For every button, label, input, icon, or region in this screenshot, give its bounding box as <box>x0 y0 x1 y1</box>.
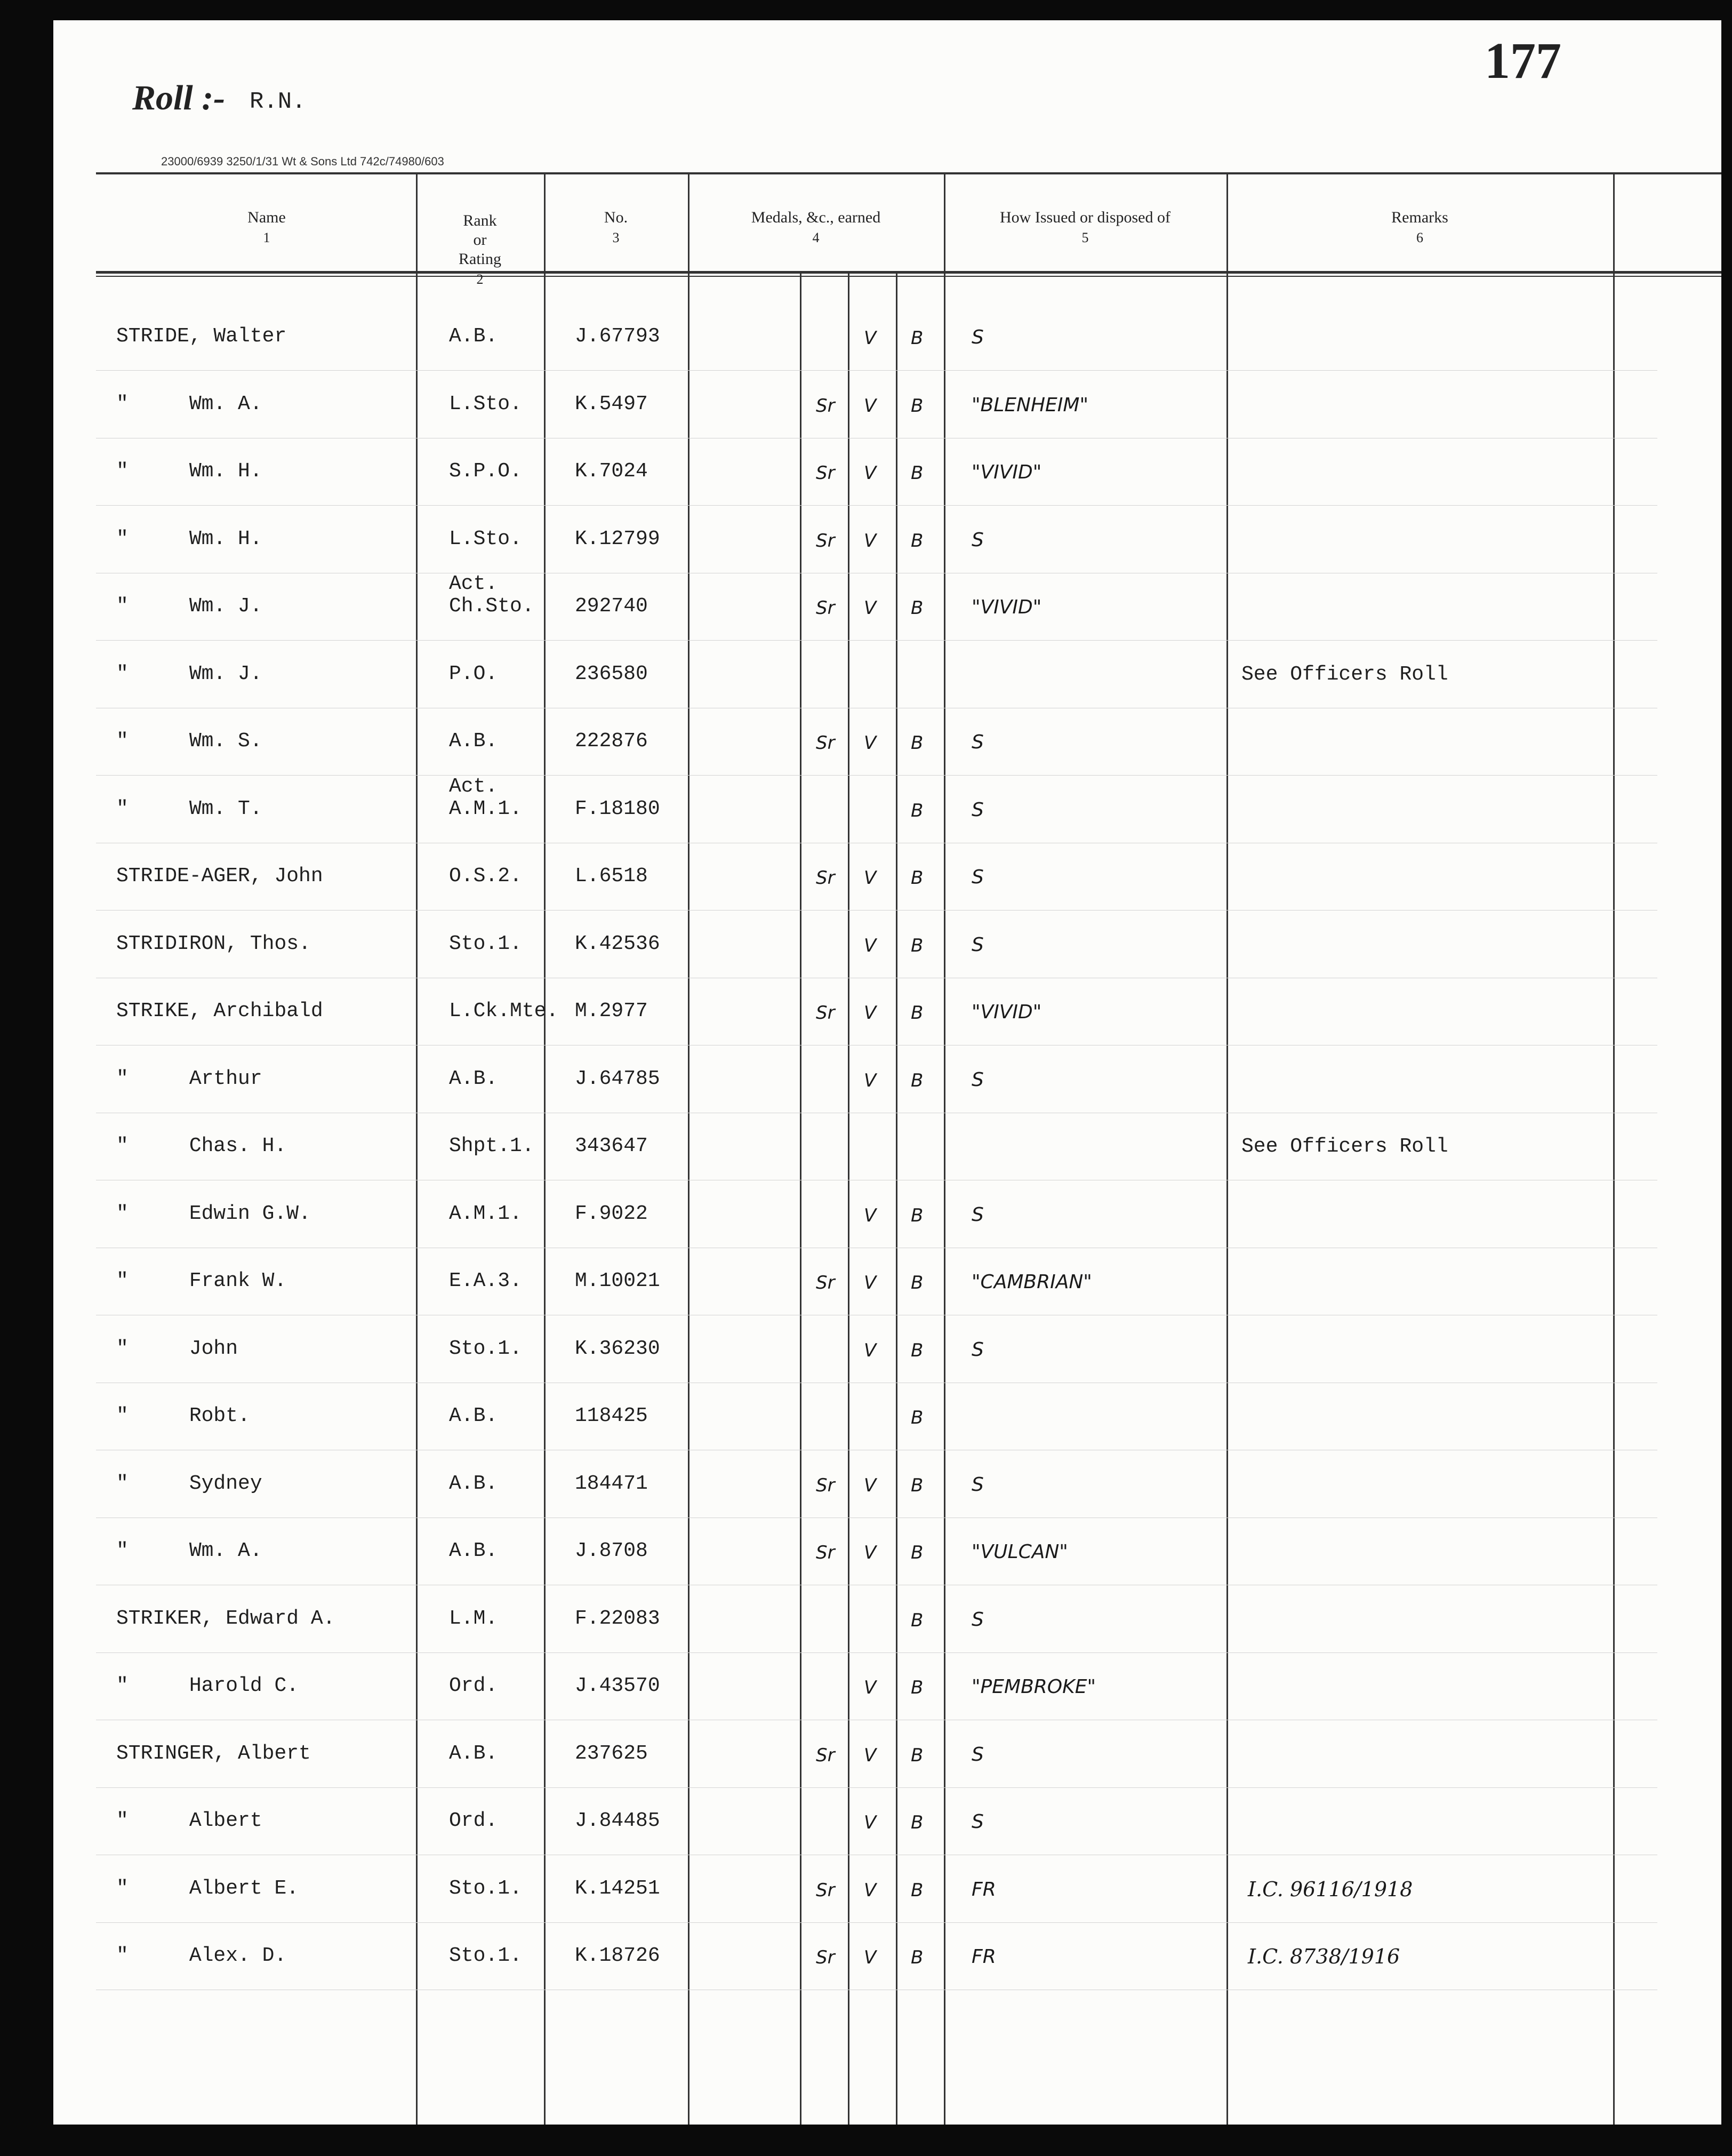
entry-name: STRIDE-AGER, John <box>116 865 323 888</box>
entry-issued-disposed: S <box>972 1811 984 1833</box>
medal-star-mark: Sr <box>816 395 835 417</box>
entry-issued-disposed: S <box>972 934 984 956</box>
entry-service-number: F.18180 <box>575 797 660 820</box>
entry-issued-disposed: S <box>972 529 984 551</box>
entry-rank: Act. Ch.Sto. <box>449 572 534 618</box>
medal-british-war-mark: V <box>864 732 877 754</box>
entry-service-number: M.2977 <box>575 1000 648 1023</box>
column-title: Rank or Rating <box>459 212 501 268</box>
entry-rank: Ord. <box>449 1809 498 1832</box>
medal-star-mark: Sr <box>816 530 835 552</box>
medal-victory-mark: B <box>911 1272 924 1293</box>
medal-star-mark: Sr <box>816 867 835 889</box>
entry-service-number: J.43570 <box>575 1674 660 1697</box>
entry-service-number: K.42536 <box>575 932 660 955</box>
entry-service-number: K.7024 <box>575 460 648 483</box>
entry-rank: Act. A.M.1. <box>449 775 522 820</box>
medal-star-mark: Sr <box>816 597 835 619</box>
medal-victory-mark: B <box>911 1947 924 1968</box>
column-number: 5 <box>1081 230 1089 245</box>
entry-rank: E.A.3. <box>449 1269 522 1292</box>
column-divider-6 <box>1613 174 1615 2125</box>
medal-victory-mark: B <box>911 935 924 956</box>
column-header-issued <box>944 208 1226 247</box>
entry-rank: S.P.O. <box>449 460 522 483</box>
entry-name: " Wm. A. <box>116 393 262 416</box>
entry-service-number: J.8708 <box>575 1539 648 1562</box>
medal-subdivider-3 <box>896 274 897 2125</box>
entry-service-number: J.84485 <box>575 1809 660 1832</box>
entry-name: " Chas. H. <box>116 1135 287 1157</box>
entry-rank: L.Ck.Mte. <box>449 1000 559 1023</box>
entry-name: " Sydney <box>116 1472 262 1495</box>
entry-name: STRIDE, Walter <box>116 325 287 348</box>
medal-british-war-mark: V <box>864 462 877 484</box>
medal-victory-mark: B <box>911 1745 924 1766</box>
medal-british-war-mark: V <box>864 1745 877 1766</box>
column-number: 4 <box>812 230 820 245</box>
entry-issued-disposed: S <box>972 731 984 753</box>
entry-name: " Wm. T. <box>116 797 262 820</box>
row-rule <box>96 1787 1657 1788</box>
column-number: 1 <box>263 230 270 245</box>
entry-rank: P.O. <box>449 662 498 685</box>
entry-remarks: I.C. 96116/1918 <box>1248 1878 1413 1901</box>
entry-issued-disposed: S <box>972 1609 984 1631</box>
entry-issued-disposed: S <box>972 1069 984 1091</box>
entry-service-number: 236580 <box>575 662 648 685</box>
entry-issued-disposed: S <box>972 1339 984 1361</box>
column-divider-1 <box>416 174 418 2125</box>
column-header-rank <box>416 192 544 308</box>
entry-service-number: 292740 <box>575 595 648 618</box>
medal-british-war-mark: V <box>864 328 877 349</box>
column-title: Medals, &c., earned <box>751 209 881 226</box>
entry-rank: Sto.1. <box>449 1877 522 1900</box>
entry-name: " Wm. S. <box>116 730 262 753</box>
medal-british-war-mark: V <box>864 1340 877 1361</box>
medal-victory-mark: B <box>911 1340 924 1361</box>
entry-name: " Wm. J. <box>116 662 262 685</box>
medal-victory-mark: B <box>911 1610 924 1631</box>
entry-issued-disposed: S <box>972 326 984 348</box>
medal-victory-mark: B <box>911 1002 924 1024</box>
medal-british-war-mark: V <box>864 1542 877 1563</box>
entry-service-number: F.22083 <box>575 1607 660 1630</box>
entry-service-number: 237625 <box>575 1742 648 1765</box>
entry-service-number: M.10021 <box>575 1269 660 1292</box>
row-rule <box>96 1652 1657 1653</box>
entry-service-number: K.18726 <box>575 1944 660 1967</box>
entry-name: " Wm. J. <box>116 595 262 618</box>
entry-name: " Albert <box>116 1809 262 1832</box>
entry-remarks: See Officers Roll <box>1241 663 1448 686</box>
page-number: 177 <box>1485 32 1561 89</box>
medal-british-war-mark: V <box>864 1070 877 1091</box>
entry-name: " Harold C. <box>116 1674 299 1697</box>
medal-victory-mark: B <box>911 462 924 484</box>
medal-british-war-mark: V <box>864 935 877 956</box>
row-rule <box>96 910 1657 911</box>
entry-issued-disposed: FR <box>972 1879 996 1901</box>
medal-victory-mark: B <box>911 1880 924 1901</box>
entry-name: STRIKE, Archibald <box>116 1000 323 1023</box>
entry-issued-disposed: "CAMBRIAN" <box>972 1271 1092 1293</box>
top-rule <box>96 172 1721 174</box>
entry-service-number: 222876 <box>575 730 648 753</box>
medal-british-war-mark: V <box>864 1947 877 1968</box>
entry-name: " Arthur <box>116 1067 262 1090</box>
medal-victory-mark: B <box>911 1542 924 1563</box>
entry-service-number: F.9022 <box>575 1202 648 1225</box>
entry-rank: Shpt.1. <box>449 1135 534 1157</box>
entry-rank: A.B. <box>449 325 498 348</box>
entry-rank: A.B. <box>449 730 498 753</box>
medal-victory-mark: B <box>911 1677 924 1698</box>
medal-victory-mark: B <box>911 1407 924 1428</box>
entry-service-number: L.6518 <box>575 865 648 888</box>
entry-service-number: 184471 <box>575 1472 648 1495</box>
entry-issued-disposed: "VIVID" <box>972 596 1042 618</box>
column-divider-3 <box>688 174 689 2125</box>
medal-british-war-mark: V <box>864 530 877 552</box>
column-title: Name <box>247 209 286 226</box>
entry-name: STRIDIRON, Thos. <box>116 932 311 955</box>
entry-issued-disposed: S <box>972 1744 984 1766</box>
entry-name: " Wm. H. <box>116 460 262 483</box>
row-rule <box>96 370 1657 371</box>
header-rule <box>96 271 1721 274</box>
entry-service-number: K.14251 <box>575 1877 660 1900</box>
medal-british-war-mark: V <box>864 1812 877 1833</box>
row-rule <box>96 775 1657 776</box>
entry-service-number: K.5497 <box>575 393 648 416</box>
entry-name: " Albert E. <box>116 1877 299 1900</box>
column-title: Remarks <box>1391 209 1448 226</box>
column-divider-4 <box>944 174 945 2125</box>
entry-issued-disposed: "VIVID" <box>972 1001 1042 1023</box>
entry-name: " John <box>116 1337 238 1360</box>
medal-star-mark: Sr <box>816 1542 835 1563</box>
medal-british-war-mark: V <box>864 1880 877 1901</box>
column-title: No. <box>604 209 628 226</box>
column-divider-5 <box>1226 174 1228 2125</box>
printer-imprint: 23000/6939 3250/1/31 Wt & Sons Ltd 742c/74980/603 <box>161 155 444 168</box>
entry-rank: L.Sto. <box>449 393 522 416</box>
entry-rank: Sto.1. <box>449 1944 522 1967</box>
medal-british-war-mark: V <box>864 1272 877 1293</box>
entry-service-number: K.12799 <box>575 528 660 550</box>
roll-value: R.N. <box>250 89 306 115</box>
entry-name: " Frank W. <box>116 1269 287 1292</box>
medal-british-war-mark: V <box>864 1677 877 1698</box>
medal-subdivider-1 <box>800 274 801 2125</box>
medal-victory-mark: B <box>911 732 924 754</box>
medal-victory-mark: B <box>911 800 924 821</box>
entry-rank: O.S.2. <box>449 865 522 888</box>
medal-victory-mark: B <box>911 328 924 349</box>
entry-service-number: J.67793 <box>575 325 660 348</box>
column-header-number <box>544 208 688 247</box>
medal-british-war-mark: V <box>864 867 877 889</box>
column-number: 6 <box>1416 230 1423 245</box>
entry-rank: A.M.1. <box>449 1202 522 1225</box>
row-rule <box>96 505 1657 506</box>
entry-rank: Ord. <box>449 1674 498 1697</box>
entry-rank: A.B. <box>449 1539 498 1562</box>
medal-victory-mark: B <box>911 530 924 552</box>
medal-victory-mark: B <box>911 867 924 889</box>
entry-service-number: J.64785 <box>575 1067 660 1090</box>
entry-name: " Wm. A. <box>116 1539 262 1562</box>
medal-subdivider-2 <box>848 274 849 2125</box>
medal-star-mark: Sr <box>816 1947 835 1968</box>
entry-remarks: See Officers Roll <box>1241 1135 1448 1158</box>
entry-issued-disposed: "VULCAN" <box>972 1541 1068 1563</box>
column-title: How Issued or disposed of <box>1000 209 1170 226</box>
entry-rank: A.B. <box>449 1742 498 1765</box>
entry-service-number: K.36230 <box>575 1337 660 1360</box>
medal-british-war-mark: V <box>864 1475 877 1496</box>
medal-british-war-mark: V <box>864 1002 877 1024</box>
entry-rank: L.M. <box>449 1607 498 1630</box>
medal-star-mark: Sr <box>816 1002 835 1024</box>
entry-service-number: 343647 <box>575 1135 648 1157</box>
entry-issued-disposed: "BLENHEIM" <box>972 394 1089 416</box>
medal-british-war-mark: V <box>864 395 877 417</box>
column-divider-2 <box>544 174 546 2125</box>
entry-issued-disposed: S <box>972 1204 984 1226</box>
roll-sheet <box>53 20 1721 2125</box>
entry-remarks: I.C. 8738/1916 <box>1248 1945 1400 1968</box>
entry-rank: Sto.1. <box>449 1337 522 1360</box>
entry-name: " Edwin G.W. <box>116 1202 311 1225</box>
medal-victory-mark: B <box>911 1205 924 1226</box>
entry-issued-disposed: S <box>972 1474 984 1496</box>
medal-british-war-mark: V <box>864 1205 877 1226</box>
medal-star-mark: Sr <box>816 1745 835 1766</box>
entry-rank: L.Sto. <box>449 528 522 550</box>
roll-label: Roll :- <box>132 78 226 117</box>
entry-rank: A.B. <box>449 1472 498 1495</box>
entry-name: " Alex. D. <box>116 1944 287 1967</box>
column-number: 3 <box>612 230 620 245</box>
entry-issued-disposed: "VIVID" <box>972 461 1042 483</box>
entry-issued-disposed: S <box>972 799 984 821</box>
entry-issued-disposed: "PEMBROKE" <box>972 1676 1096 1698</box>
medal-victory-mark: B <box>911 395 924 417</box>
medal-victory-mark: B <box>911 597 924 619</box>
entry-service-number: 118425 <box>575 1404 648 1427</box>
entry-name: " Robt. <box>116 1404 250 1427</box>
medal-star-mark: Sr <box>816 462 835 484</box>
header-rule-2 <box>96 276 1721 277</box>
entry-name: " Wm. H. <box>116 528 262 550</box>
entry-name: STRIKER, Edward A. <box>116 1607 335 1630</box>
entry-name: STRINGER, Albert <box>116 1742 311 1765</box>
entry-issued-disposed: FR <box>972 1946 996 1968</box>
column-header-medals <box>688 208 944 247</box>
row-rule <box>96 1922 1657 1923</box>
column-number: 2 <box>476 272 484 287</box>
medal-victory-mark: B <box>911 1070 924 1091</box>
entry-rank: Sto.1. <box>449 932 522 955</box>
medal-star-mark: Sr <box>816 732 835 754</box>
entry-issued-disposed: S <box>972 866 984 888</box>
medal-victory-mark: B <box>911 1475 924 1496</box>
entry-rank: A.B. <box>449 1067 498 1090</box>
column-header-name <box>117 208 416 247</box>
column-header-remarks <box>1226 208 1613 247</box>
entry-rank: A.B. <box>449 1404 498 1427</box>
medal-star-mark: Sr <box>816 1475 835 1496</box>
medal-british-war-mark: V <box>864 597 877 619</box>
medal-star-mark: Sr <box>816 1272 835 1293</box>
medal-victory-mark: B <box>911 1812 924 1833</box>
row-rule <box>96 640 1657 641</box>
medal-star-mark: Sr <box>816 1880 835 1901</box>
